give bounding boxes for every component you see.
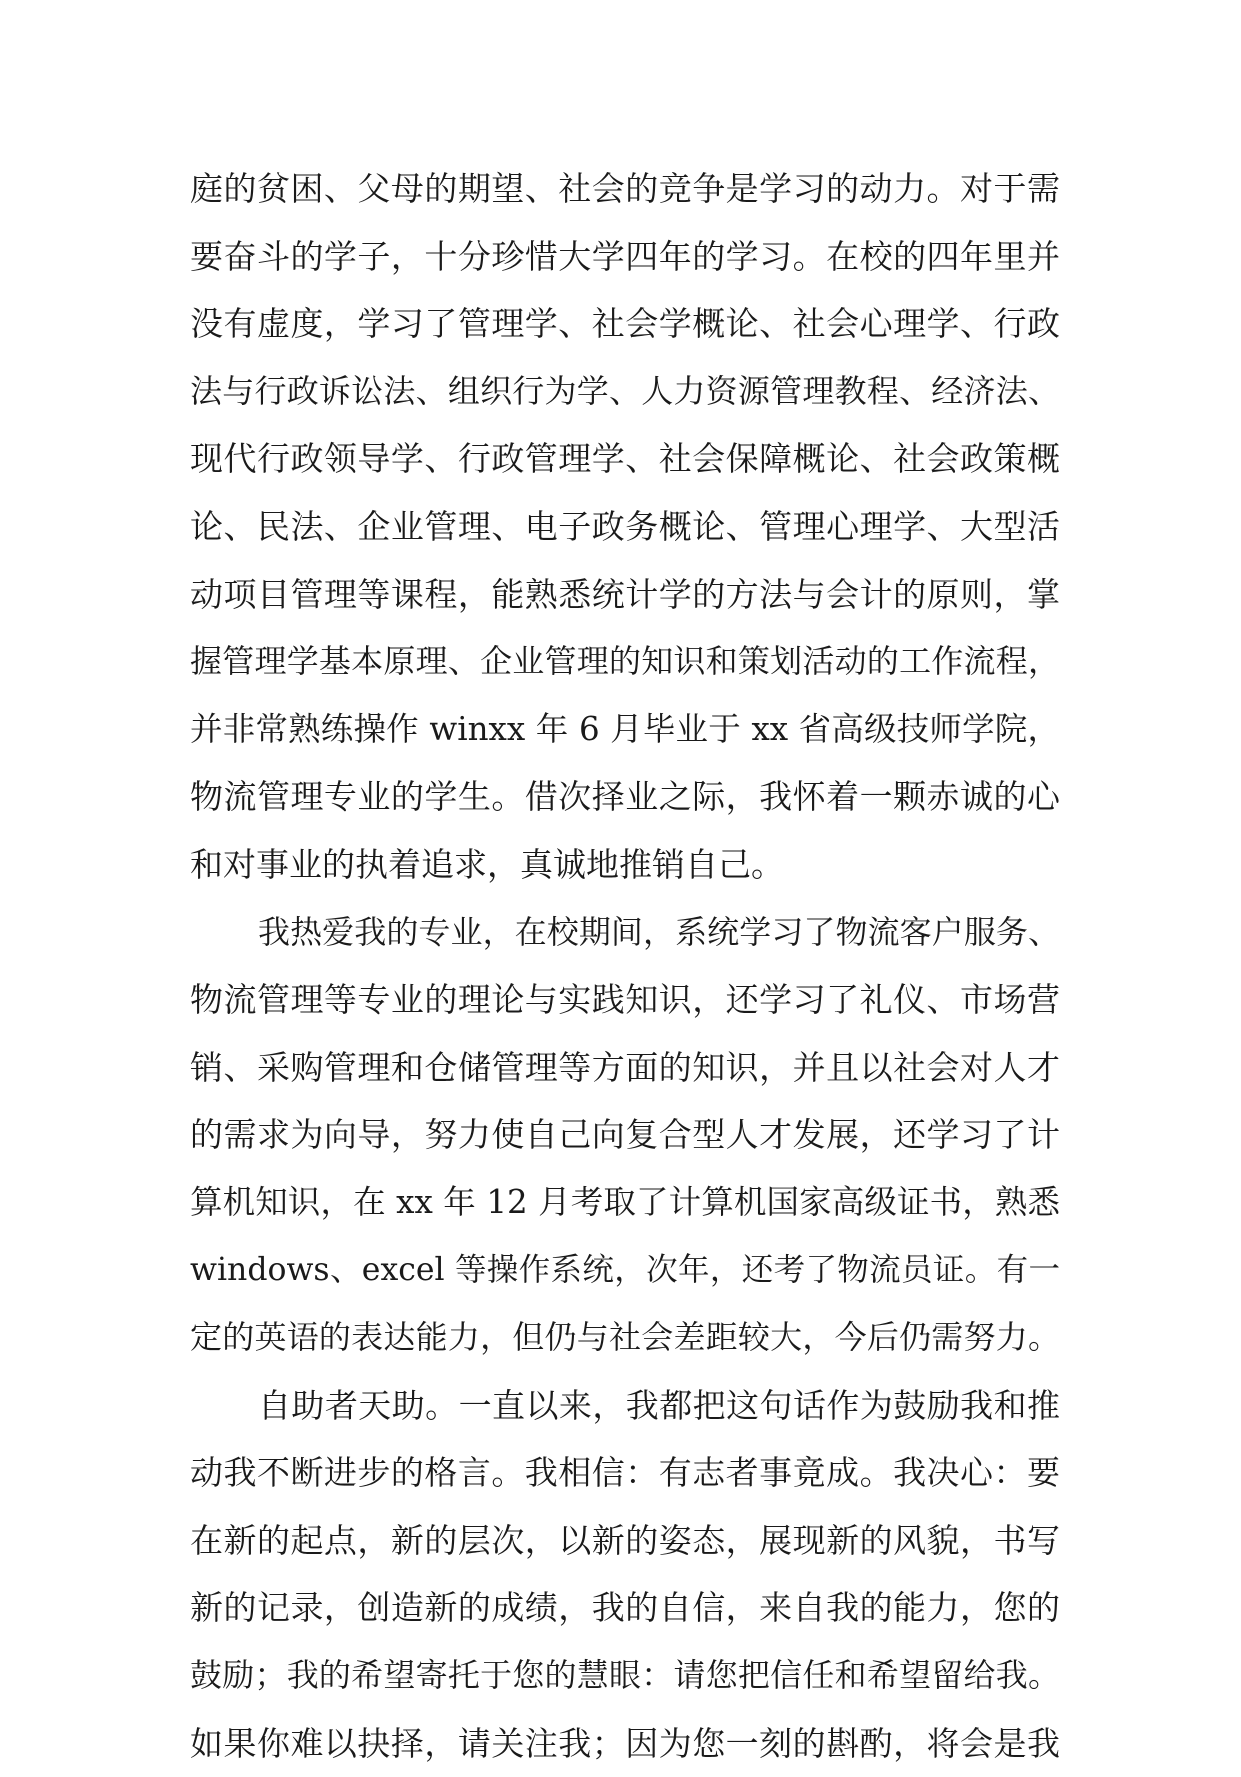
paragraph-end-line: 和对事业的执着追求，真诚地推销自己。 xyxy=(190,844,784,884)
paragraph-end-line: 定的英语的表达能力，但仍与社会差距较大，今后仍需努力。 xyxy=(190,1318,1060,1357)
text-line: 要奋斗的学子，十分珍惜大学四年的学习。在校的四年里并 xyxy=(190,236,1060,276)
text-line: 销、采购管理和仓储管理等方面的知识，并且以社会对人才 xyxy=(190,1047,1060,1087)
paragraph-first-line: 自助者天助。一直以来，我都把这句话作为鼓励我和推 xyxy=(258,1385,1060,1425)
text-line: 没有虚度，学习了管理学、社会学概论、社会心理学、行政 xyxy=(190,304,1060,344)
text-line: 物流管理专业的学生。借次择业之际，我怀着一颗赤诚的心 xyxy=(190,777,1060,817)
text-line: 并非常熟练操作 winxx 年 6 月毕业于 xx 省高级技师学院， xyxy=(190,709,1060,748)
text-line: 论、民法、企业管理、电子政务概论、管理心理学、大型活 xyxy=(190,506,1060,546)
paragraph-first-line: 我热爱我的专业，在校期间，系统学习了物流客户服务、 xyxy=(258,912,1060,951)
text-line: windows、excel 等操作系统，次年，还考了物流员证。有一 xyxy=(190,1251,1060,1288)
body-text xyxy=(190,155,1060,1777)
text-line: 新的记录，创造新的成绩，我的自信，来自我的能力，您的 xyxy=(190,1588,1060,1628)
text-line: 现代行政领导学、行政管理学、社会保障概论、社会政策概 xyxy=(190,439,1060,479)
text-line: 物流管理等专业的理论与实践知识，还学习了礼仪、市场营 xyxy=(190,980,1060,1020)
text-line: 法与行政诉讼法、组织行为学、人力资源管理教程、经济法、 xyxy=(190,371,1060,410)
text-line: 算机知识，在 xx 年 12 月考取了计算机国家高级证书，熟悉 xyxy=(190,1182,1060,1221)
text-line: 握管理学基本原理、企业管理的知识和策划活动的工作流程， xyxy=(190,642,1060,681)
text-line: 在新的起点，新的层次，以新的姿态，展现新的风貌，书写 xyxy=(190,1520,1060,1560)
text-line: 的需求为向导，努力使自己向复合型人才发展，还学习了计 xyxy=(190,1115,1060,1155)
text-line: 动项目管理等课程，能熟悉统计学的方法与会计的原则，掌 xyxy=(190,574,1060,614)
text-line: 动我不断进步的格言。我相信：有志者事竟成。我决心：要 xyxy=(190,1453,1060,1493)
text-line: 鼓励；我的希望寄托于您的慧眼：请您把信任和希望留给我。 xyxy=(190,1656,1060,1695)
text-line: 庭的贫困、父母的期望、社会的竞争是学习的动力。对于需 xyxy=(190,169,1060,208)
text-line: 如果你难以抉择，请关注我；因为您一刻的斟酌，将会是我 xyxy=(190,1723,1060,1763)
